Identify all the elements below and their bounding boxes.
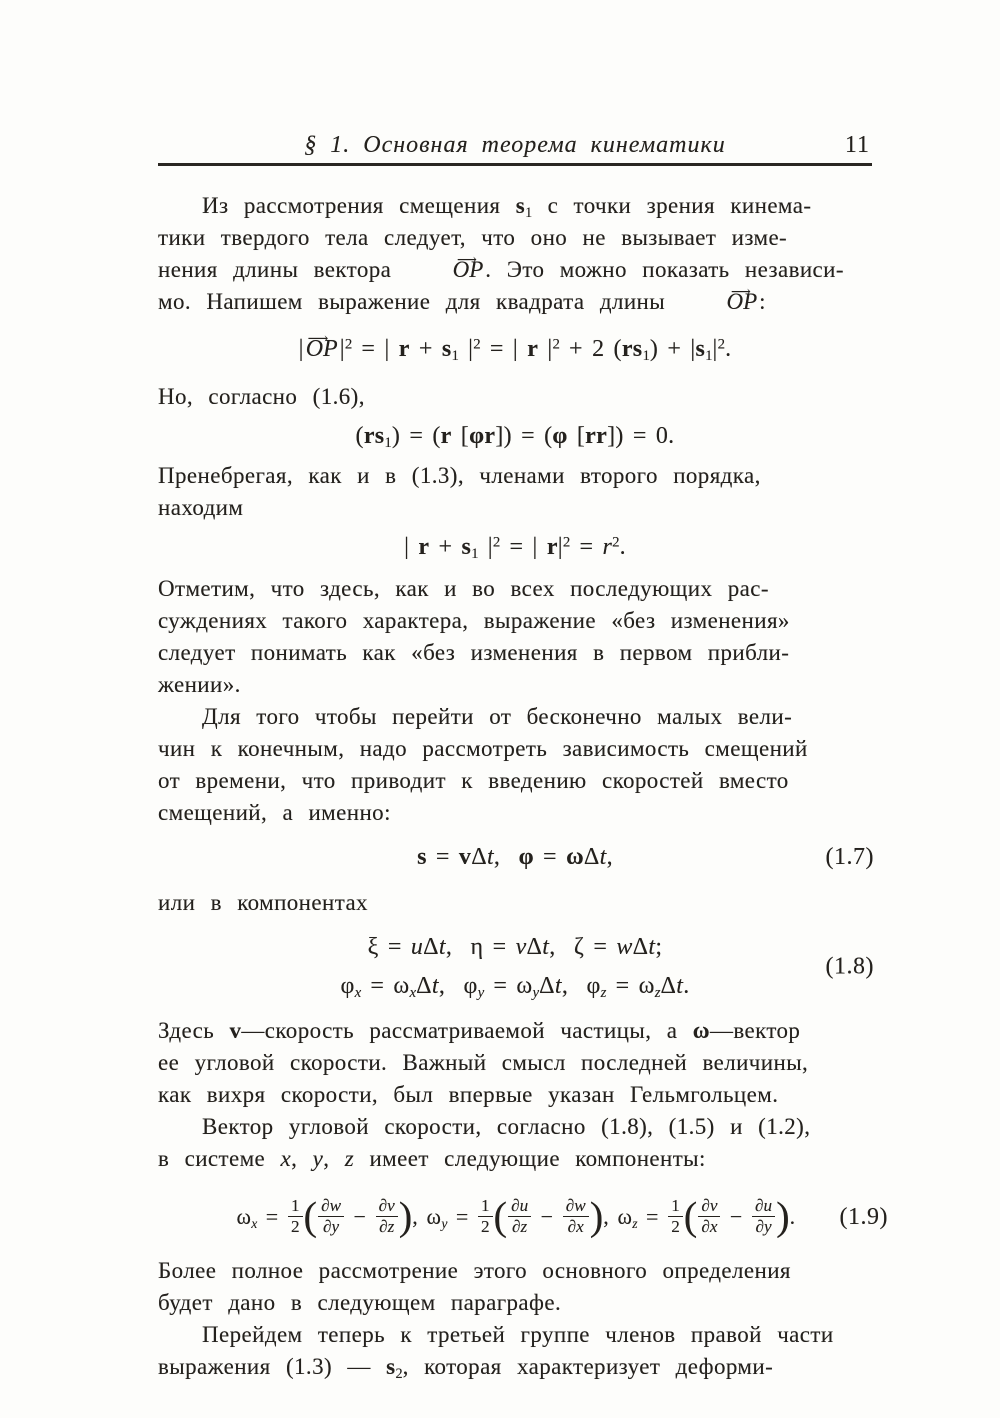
para-angular-velocity: Вектор угловой скорости, согласно (1.8), (1.5) и (1.2), в системе x, y, z имеет следующие компоненты:	[158, 1114, 811, 1171]
eq-1-9-body: $\omega_x$ = $\frac{1}{2}$ ( $\frac{\partial w}{\partial y}$ − $\frac{\partial v}{\partial z}$ ), $\omega_y$ = $\frac{1}{2}$ ( $\frac{\partial u}{\partial z}$ − $\frac{\partial w}{\partial x}$ ), $\omega_z$ = $\frac{1}{2}$ ( $\frac{\partial v}{\partial x}$ − $\frac{\partial u}{\partial y}$ ).	[236, 1193, 796, 1239]
para-but-according: Но, согласно (1.6),	[158, 384, 365, 409]
para-full-consideration: Более полное рассмотрение этого основного определения будет дано в следующем параграфе.	[158, 1258, 791, 1315]
running-header	[158, 130, 872, 166]
eq-op-squared: |⟶ $OP|^2$ = | $r + s_1$ $|^2$ = | r $|^2 + 2$ $(rs_1) + |s_1|^2$.	[158, 327, 872, 371]
para-intro: Из рассмотрения смещения $s_1$ с точки зрения кинема- тики твердого тела следует, что оно не вызывает изме- нения длины вектора ⟶ OP. Это можно показать независи- мо. Напишем выражение для квадрата длины ⟶ OP:	[158, 190, 872, 318]
para-transition: Для того чтобы перейти от бесконечно малых вели- чин к конечным, надо рассмотреть зависимость смещений от времени, что приводит к введению скоростей вместо смещений, а именно:	[158, 704, 808, 825]
section-title: § 1. Основная теорема кинематики	[304, 132, 726, 158]
eq-1-8	[158, 928, 872, 1006]
page	[158, 0, 888, 1383]
para-third-group: Перейдем теперь к третьей группе членов правой части выражения (1.3) — $s_2$, которая характеризует деформи-	[158, 1322, 834, 1382]
eq-r-squared: | $r + s_1$ $|^2$ = | $r|^2 = r^2$.	[404, 534, 626, 563]
eq-number-1-7: (1.7)	[825, 844, 874, 870]
para-components: или в компонентах	[158, 890, 368, 915]
para-velocity-meaning: Здесь v—скорость рассматриваемой частицы, а ω—вектор ее угловой скорости. Важный смысл последней величины, как вихря скорости, был впервые указан Гельмгольцем.	[158, 1018, 809, 1107]
eq-1-7	[158, 838, 872, 876]
eq-1-9	[146, 1187, 886, 1247]
eq-1-8-line2: $\varphi_x = \omega_x\Delta t$, $\varphi_y = \omega_y\Delta t$, $\varphi_z = \omega_z\Delta t$.	[340, 973, 690, 1002]
eq-rs1-zero: $(rs_1) = (r$ [φr]) = (φ [rr]) = 0.	[355, 423, 675, 452]
eq-number-1-8: (1.8)	[825, 953, 874, 980]
eq-1-7-body: s = vΔt, φ = ωΔt,	[417, 844, 613, 870]
eq-number-1-9: (1.9)	[839, 1204, 888, 1230]
eq-1-8-line1: ξ = uΔt, η = vΔt, ζ = wΔt;	[367, 934, 663, 960]
page-number: 11	[844, 132, 870, 158]
para-note: Отметим, что здесь, как и во всех последующих рас- суждениях такого характера, выражение «без изменения» следует понимать как «без изменения в первом прибли- жении».	[158, 576, 790, 697]
para-neglecting: Пренебрегая, как и в (1.3), членами второго порядка, находим	[158, 463, 761, 520]
